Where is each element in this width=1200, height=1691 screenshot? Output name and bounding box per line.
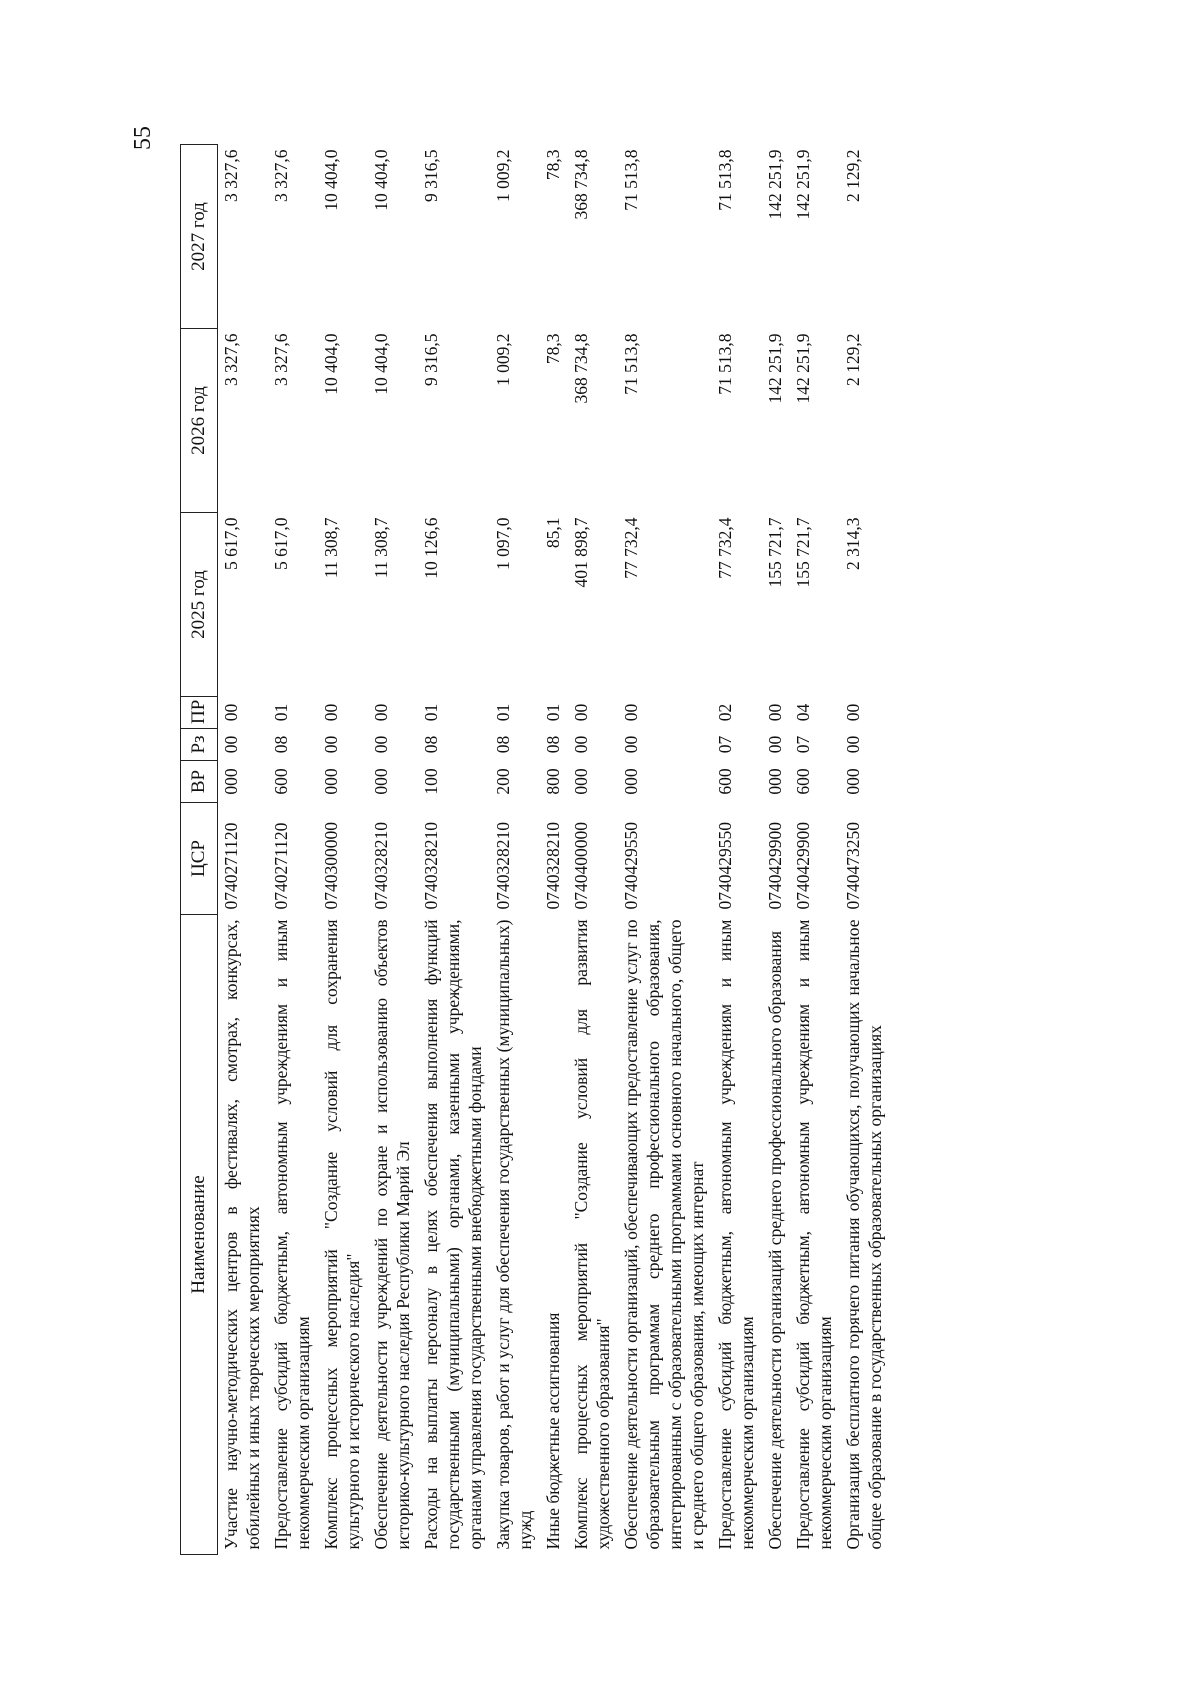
row-2027: 9 316,5 bbox=[421, 149, 441, 202]
row-2027: 71 513,8 bbox=[621, 149, 641, 211]
row-rz: 00 bbox=[765, 735, 785, 754]
row-rz: 08 bbox=[493, 735, 513, 754]
row-name: Организация бесплатного горячего питания обучающихся, получающих начальное общее образование в государственных образовательных организациях bbox=[843, 919, 885, 1550]
row-2027: 3 327,6 bbox=[221, 149, 241, 202]
row-name: Комплекс процессных мероприятий "Создание условий для развития художественного образования" bbox=[571, 919, 613, 1550]
row-2027: 3 327,6 bbox=[271, 149, 291, 202]
row-pr: 00 bbox=[765, 703, 785, 722]
table-row bbox=[618, 145, 712, 1555]
row-name: Обеспечение деятельности организаций, обеспечивающих предоставление услуг по образовательным программам среднего профессионального образования, интегрированным с образовательными программами основного начального, общего и среднего общего образования, имеющих интернат bbox=[621, 919, 707, 1550]
row-name: Закупка товаров, работ и услуг для обеспечения государственных (муниципальных) нужд bbox=[493, 919, 535, 1550]
row-2025: 77 732,4 bbox=[621, 517, 641, 579]
header-rz: Рз bbox=[181, 729, 218, 761]
row-csr: 0740473250 bbox=[843, 822, 863, 910]
row-csr: 0740271120 bbox=[221, 822, 241, 910]
table-row bbox=[268, 145, 318, 1555]
row-rz: 00 bbox=[621, 735, 641, 754]
row-pr: 01 bbox=[543, 703, 563, 722]
row-rz: 00 bbox=[221, 735, 241, 754]
page-number: 55 bbox=[130, 126, 156, 150]
row-2025: 155 721,7 bbox=[765, 517, 785, 588]
row-2025: 1 097,0 bbox=[493, 517, 513, 570]
row-pr: 00 bbox=[371, 703, 391, 722]
row-csr: 0740271120 bbox=[271, 822, 291, 910]
row-2026: 71 513,8 bbox=[621, 333, 641, 395]
table-row bbox=[540, 145, 568, 1555]
table-row bbox=[790, 145, 840, 1555]
row-rz: 00 bbox=[571, 735, 591, 754]
row-2026: 3 327,6 bbox=[221, 333, 241, 386]
row-name: Иные бюджетные ассигнования bbox=[543, 1312, 563, 1550]
row-rz: 08 bbox=[421, 735, 441, 754]
row-vr: 000 bbox=[221, 768, 241, 795]
table-row bbox=[318, 145, 368, 1555]
row-csr: 0740429900 bbox=[793, 822, 813, 910]
row-2025: 5 617,0 bbox=[271, 517, 291, 570]
row-name: Предоставление субсидий бюджетным, автономным учреждениям и иным некоммерческим организациям bbox=[271, 919, 313, 1550]
row-2026: 368 734,8 bbox=[571, 333, 591, 404]
row-pr: 00 bbox=[843, 703, 863, 722]
row-2025: 2 314,3 bbox=[843, 517, 863, 570]
row-rz: 07 bbox=[715, 735, 735, 754]
row-2025: 85,1 bbox=[543, 517, 563, 549]
row-name: Комплекс процессных мероприятий "Создание условий для сохранения культурного и исторического наследия" bbox=[321, 919, 363, 1550]
row-2027: 1 009,2 bbox=[493, 149, 513, 202]
row-2027: 78,3 bbox=[543, 149, 563, 181]
row-pr: 00 bbox=[621, 703, 641, 722]
table-row bbox=[712, 145, 762, 1555]
row-rz: 00 bbox=[371, 735, 391, 754]
budget-table bbox=[180, 144, 890, 1555]
row-2025: 155 721,7 bbox=[793, 517, 813, 588]
table-row bbox=[568, 145, 618, 1555]
row-name: Предоставление субсидий бюджетным, автономным учреждениям и иным некоммерческим организациям bbox=[715, 919, 757, 1550]
row-vr: 100 bbox=[421, 768, 441, 795]
row-vr: 000 bbox=[371, 768, 391, 795]
table-row bbox=[490, 145, 540, 1555]
row-2025: 11 308,7 bbox=[321, 517, 341, 579]
row-2027: 142 251,9 bbox=[765, 149, 785, 220]
header-year-2025: 2025 год bbox=[181, 513, 218, 697]
row-2026: 142 251,9 bbox=[793, 333, 813, 404]
row-csr: 0740328210 bbox=[371, 822, 391, 910]
row-vr: 600 bbox=[715, 768, 735, 795]
header-vr: ВР bbox=[181, 761, 218, 803]
row-pr: 00 bbox=[321, 703, 341, 722]
row-2025: 10 126,6 bbox=[421, 517, 441, 579]
row-vr: 000 bbox=[765, 768, 785, 795]
row-2027: 71 513,8 bbox=[715, 149, 735, 211]
row-pr: 01 bbox=[493, 703, 513, 722]
row-2025: 77 732,4 bbox=[715, 517, 735, 579]
row-vr: 000 bbox=[321, 768, 341, 795]
row-2025: 401 898,7 bbox=[571, 517, 591, 588]
header-year-2026: 2026 год bbox=[181, 329, 218, 513]
row-name: Расходы на выплаты персоналу в целях обеспечения выполнения функций государственными (муниципальными) органами, казенными учреждениями, органами управления государственными внебюджетными фондами bbox=[421, 919, 485, 1550]
row-name: Обеспечение деятельности организаций среднего профессионального образования bbox=[765, 930, 785, 1550]
row-2026: 142 251,9 bbox=[765, 333, 785, 404]
row-name: Участие научно-методических центров в фестивалях, смотрах, конкурсах, юбилейных и иных творческих мероприятиях bbox=[221, 919, 263, 1550]
header-name: Наименование bbox=[181, 915, 218, 1555]
row-2027: 10 404,0 bbox=[371, 149, 391, 211]
row-csr: 0740328210 bbox=[543, 822, 563, 910]
row-rz: 00 bbox=[843, 735, 863, 754]
row-rz: 07 bbox=[793, 735, 813, 754]
row-vr: 000 bbox=[621, 768, 641, 795]
row-vr: 800 bbox=[543, 768, 563, 795]
row-2026: 10 404,0 bbox=[321, 333, 341, 395]
row-rz: 08 bbox=[271, 735, 291, 754]
row-pr: 04 bbox=[793, 703, 813, 722]
table-row bbox=[762, 145, 790, 1555]
row-pr: 01 bbox=[421, 703, 441, 722]
row-2026: 10 404,0 bbox=[371, 333, 391, 395]
row-pr: 00 bbox=[221, 703, 241, 722]
header-csr: ЦСР bbox=[181, 803, 218, 915]
row-2026: 71 513,8 bbox=[715, 333, 735, 395]
row-csr: 0740429900 bbox=[765, 822, 785, 910]
row-csr: 0740429550 bbox=[715, 822, 735, 910]
row-name: Предоставление субсидий бюджетным, автономным учреждениям и иным некоммерческим организациям bbox=[793, 919, 835, 1550]
row-csr: 0740328210 bbox=[493, 822, 513, 910]
row-csr: 0740429550 bbox=[621, 822, 641, 910]
row-vr: 000 bbox=[843, 768, 863, 795]
table-row bbox=[368, 145, 418, 1555]
row-pr: 01 bbox=[271, 703, 291, 722]
header-year-2027: 2027 год bbox=[181, 145, 218, 329]
row-2026: 3 327,6 bbox=[271, 333, 291, 386]
row-vr: 600 bbox=[793, 768, 813, 795]
row-rz: 00 bbox=[321, 735, 341, 754]
row-vr: 000 bbox=[571, 768, 591, 795]
row-rz: 08 bbox=[543, 735, 563, 754]
row-csr: 0740300000 bbox=[321, 822, 341, 910]
table-header-row bbox=[181, 145, 218, 1555]
row-pr: 00 bbox=[571, 703, 591, 722]
row-2025: 5 617,0 bbox=[221, 517, 241, 570]
table-row bbox=[840, 145, 890, 1555]
table-row bbox=[418, 145, 490, 1555]
row-2027: 368 734,8 bbox=[571, 149, 591, 220]
row-2027: 10 404,0 bbox=[321, 149, 341, 211]
row-2027: 2 129,2 bbox=[843, 149, 863, 202]
row-2026: 78,3 bbox=[543, 333, 563, 365]
row-pr: 02 bbox=[715, 703, 735, 722]
row-vr: 600 bbox=[271, 768, 291, 795]
row-name: Обеспечение деятельности учреждений по охране и использованию объектов историко-культурного наследия Республики Марий Эл bbox=[371, 919, 413, 1550]
row-2026: 1 009,2 bbox=[493, 333, 513, 386]
header-pr: ПР bbox=[181, 697, 218, 729]
row-csr: 0740328210 bbox=[421, 822, 441, 910]
table-row bbox=[218, 145, 269, 1555]
row-csr: 0740400000 bbox=[571, 822, 591, 910]
row-2027: 142 251,9 bbox=[793, 149, 813, 220]
row-2026: 2 129,2 bbox=[843, 333, 863, 386]
row-2026: 9 316,5 bbox=[421, 333, 441, 386]
row-vr: 200 bbox=[493, 768, 513, 795]
budget-table-container bbox=[180, 145, 890, 1555]
row-2025: 11 308,7 bbox=[371, 517, 391, 579]
